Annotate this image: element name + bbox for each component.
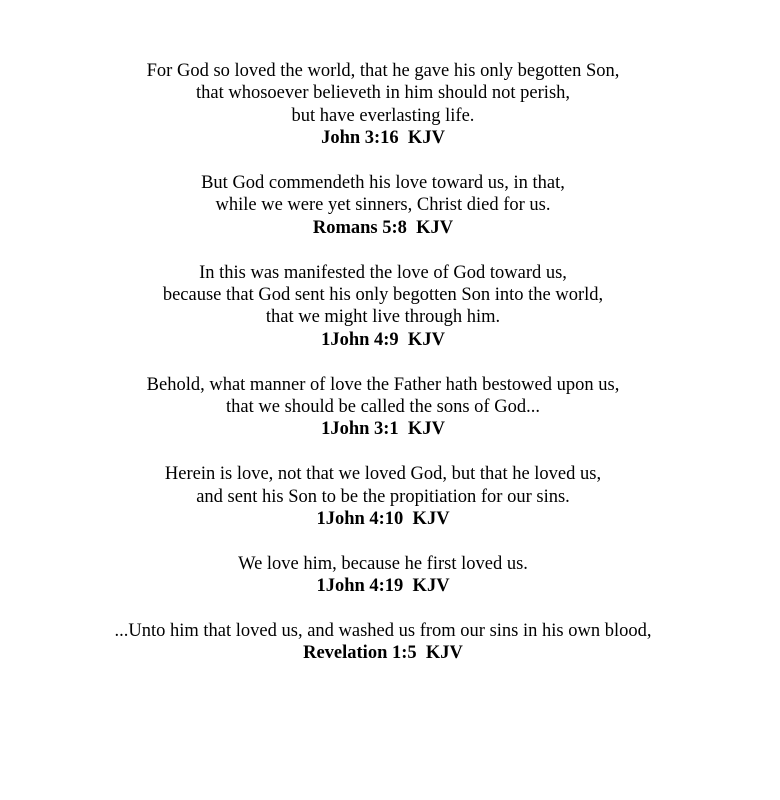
- verse-line: but have everlasting life.: [291, 105, 475, 126]
- verse-revelation-1-5: [0, 620, 766, 665]
- verse-1john-4-9: [0, 262, 766, 352]
- verse-1john-4-10: [0, 463, 766, 530]
- verse-line: Behold, what manner of love the Father hath bestowed upon us,: [146, 374, 620, 395]
- verse-line: that whosoever believeth in him should not perish,: [195, 83, 571, 104]
- verse-line: Herein is love, not that we loved God, but that he loved us,: [164, 464, 602, 485]
- verse-reference: John 3:16 KJV: [321, 128, 445, 149]
- verse-line: because that God sent his only begotten Son into the world,: [162, 285, 604, 306]
- verse-line: that we might live through him.: [265, 307, 501, 328]
- verse-reference: Revelation 1:5 KJV: [303, 643, 463, 664]
- verse-line: In this was manifested the love of God toward us,: [199, 262, 567, 283]
- verse-romans-5-8: [0, 172, 766, 239]
- verse-line: and sent his Son to be the propitiation for our sins.: [196, 486, 570, 507]
- verse-1john-4-19: [0, 553, 766, 598]
- verse-john-3-16: [0, 60, 766, 150]
- verse-line: that we should be called the sons of God...: [226, 397, 540, 418]
- verse-reference: 1John 4:19 KJV: [316, 576, 450, 597]
- verse-reference: 1John 4:9 KJV: [321, 329, 445, 350]
- scripture-page: [0, 60, 766, 687]
- verse-1john-3-1: [0, 374, 766, 441]
- verse-reference: 1John 3:1 KJV: [321, 419, 445, 440]
- verse-line: while we were yet sinners, Christ died for us.: [215, 195, 551, 216]
- verse-reference: Romans 5:8 KJV: [312, 217, 454, 238]
- verse-line: We love him, because he first loved us.: [238, 553, 528, 574]
- verse-reference: 1John 4:10 KJV: [316, 509, 450, 530]
- verse-line: For God so loved the world, that he gave his only begotten Son,: [146, 61, 620, 81]
- verse-line: ...Unto him that loved us, and washed us from our sins in his own blood,: [114, 621, 652, 642]
- verse-line: But God commendeth his love toward us, in that,: [201, 173, 565, 194]
